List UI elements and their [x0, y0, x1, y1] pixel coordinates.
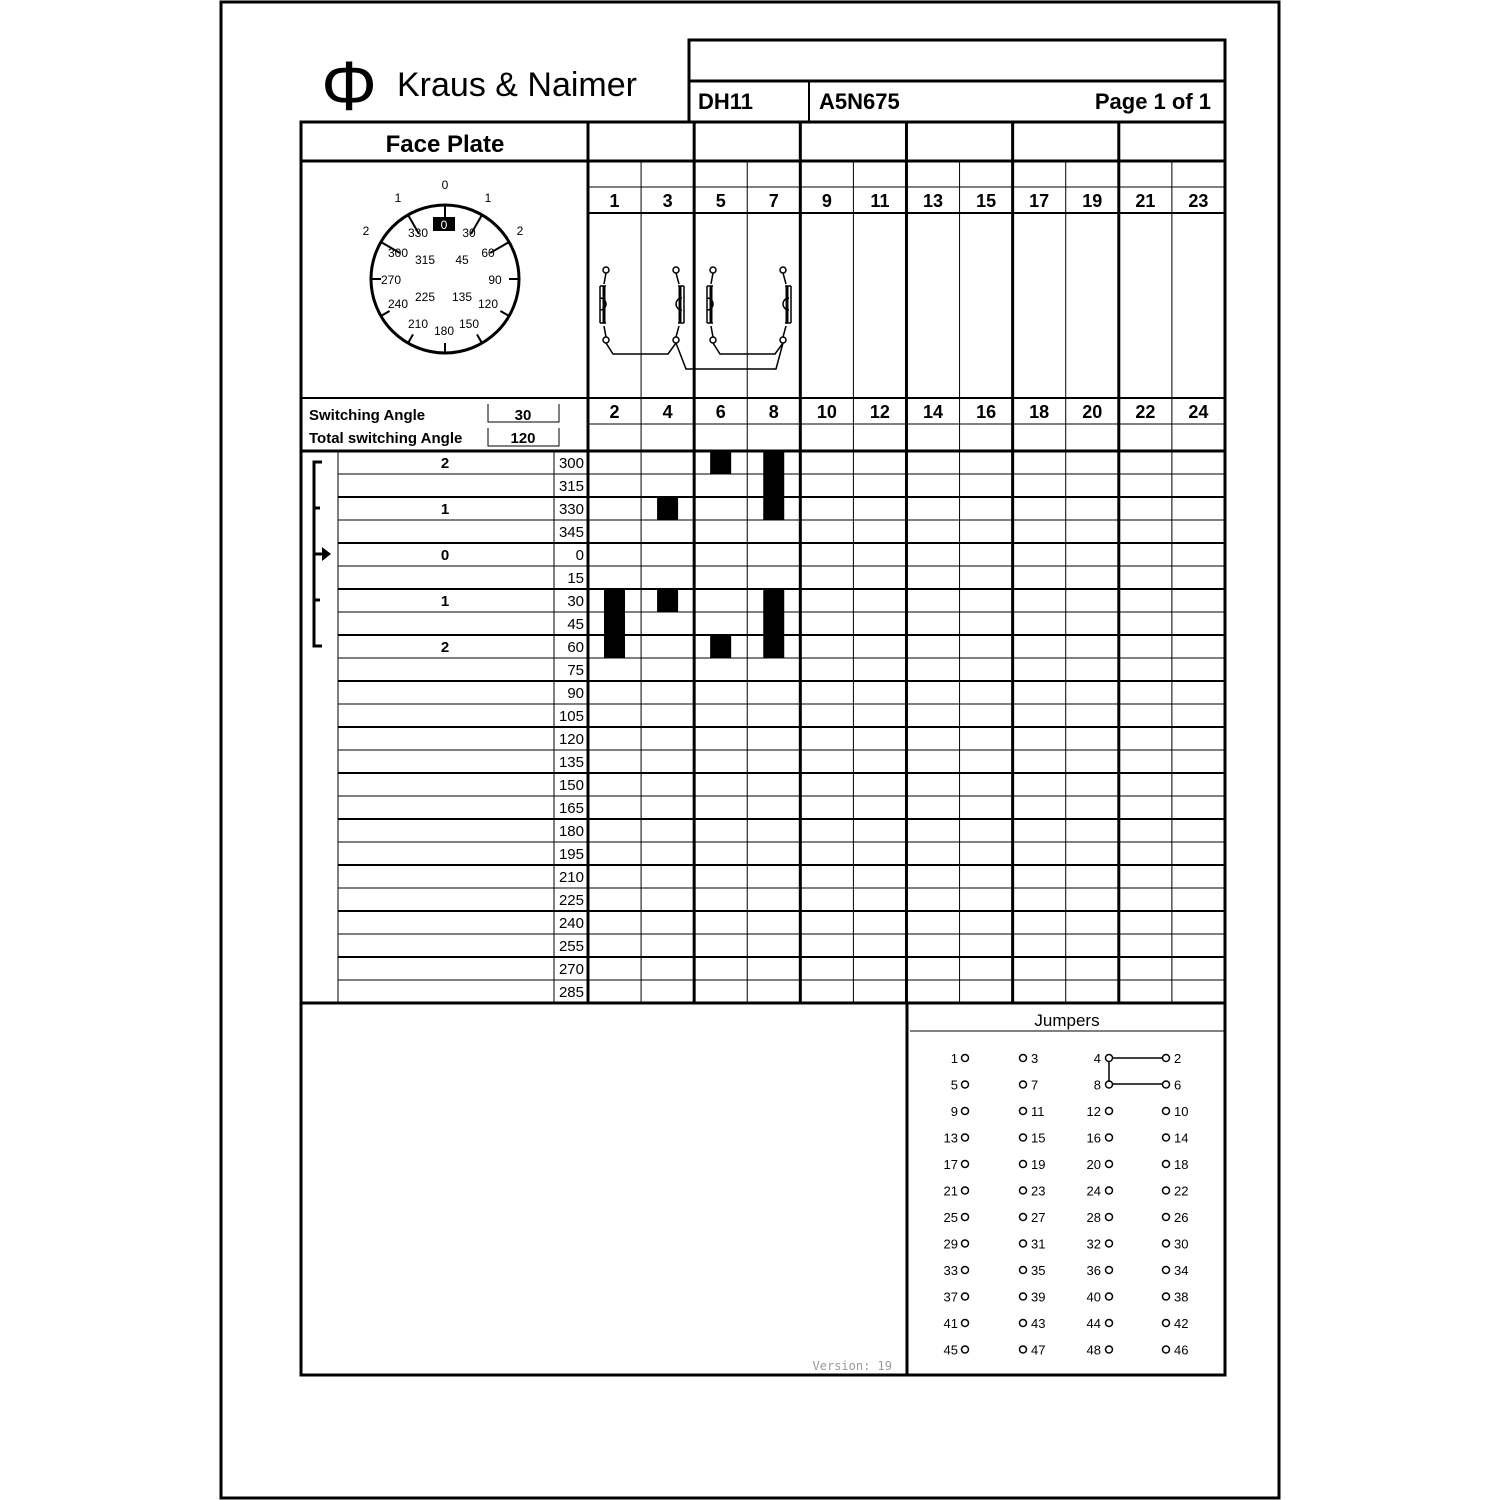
- position-angle: 270: [558, 961, 584, 978]
- jumper-terminal: [1163, 1081, 1170, 1088]
- series-code: DH11: [698, 89, 754, 114]
- jumper-terminal-label: 44: [1086, 1316, 1101, 1331]
- position-angle: 0: [575, 547, 584, 564]
- jumper-terminal-label: 26: [1174, 1210, 1189, 1225]
- jumper-terminal-label: 17: [943, 1157, 958, 1172]
- jumper-terminal: [962, 1108, 969, 1115]
- jumper-terminal-label: 22: [1174, 1183, 1189, 1199]
- dial-angle-90: 90: [488, 273, 502, 287]
- terminal-bottom-6: 6: [715, 402, 726, 422]
- jumper-terminal: [1163, 1267, 1170, 1274]
- position-label: 2: [440, 455, 450, 472]
- terminal-top-17: 17: [1029, 191, 1050, 211]
- jumper-terminal-label: 40: [1086, 1289, 1101, 1305]
- jumper-terminal: [962, 1161, 969, 1168]
- terminal-bottom-24: 24: [1188, 402, 1209, 422]
- jumper-terminal-label: 2: [1174, 1051, 1182, 1066]
- total-switching-angle-label: Total switching Angle: [309, 430, 463, 447]
- jumper-terminal-label: 3: [1031, 1051, 1039, 1066]
- terminal-top-9: 9: [821, 191, 832, 211]
- contact-closed-mark: [657, 589, 678, 612]
- position-angle: 165: [558, 800, 584, 817]
- jumper-terminal: [962, 1187, 969, 1194]
- jumper-terminal: [1020, 1320, 1027, 1327]
- jumper-terminal-label: 5: [950, 1077, 958, 1093]
- version-label: Version: 19: [812, 1359, 892, 1373]
- current-position-arrow-icon: [322, 547, 331, 561]
- jumper-terminal-label: 9: [950, 1104, 958, 1119]
- jumper-terminal-label: 48: [1086, 1342, 1101, 1358]
- dial-angle-60: 60: [481, 246, 495, 260]
- jumper-terminal: [1020, 1240, 1027, 1247]
- terminal-bottom-4: 4: [662, 402, 673, 422]
- jumper-terminal-label: 6: [1174, 1077, 1182, 1093]
- jumper-terminal-label: 36: [1086, 1263, 1101, 1278]
- jumper-terminal-label: 42: [1174, 1316, 1189, 1331]
- jumper-terminal-label: 45: [943, 1342, 958, 1358]
- terminal-bottom-10: 10: [816, 402, 837, 422]
- jumper-terminal: [1163, 1320, 1170, 1327]
- dial-angle-240: 240: [387, 297, 409, 311]
- jumper-terminal: [1106, 1240, 1113, 1247]
- brand-symbol: Φ: [321, 47, 377, 125]
- brand-name: Kraus & Naimer: [397, 66, 637, 104]
- position-angle: 30: [567, 593, 584, 610]
- position-angle: 345: [558, 524, 584, 541]
- jumper-terminal-label: 19: [1031, 1157, 1046, 1172]
- jumper-terminal: [1106, 1108, 1113, 1115]
- position-label: 2: [440, 639, 450, 656]
- dial-pos-0: 0: [441, 178, 449, 192]
- position-angle: 180: [558, 823, 584, 840]
- jumper-terminal-label: 34: [1174, 1263, 1189, 1278]
- position-angle: 15: [567, 570, 584, 587]
- switching-angle-value: 30: [514, 407, 532, 424]
- dial-pos-right-2: 2: [516, 224, 524, 238]
- jumper-terminal: [1106, 1055, 1113, 1062]
- jumper-terminal: [1020, 1267, 1027, 1274]
- dial-angle-270: 270: [380, 273, 402, 287]
- jumper-terminal: [1163, 1293, 1170, 1300]
- jumper-terminal: [962, 1214, 969, 1221]
- jumper-terminal-label: 32: [1086, 1236, 1101, 1252]
- terminal-bottom-16: 16: [976, 402, 997, 422]
- jumper-terminal: [1163, 1214, 1170, 1221]
- position-angle: 45: [567, 616, 584, 633]
- jumper-terminal: [1106, 1187, 1113, 1194]
- position-angle: 195: [558, 846, 584, 863]
- jumper-terminal: [962, 1055, 969, 1062]
- jumper-terminal: [1163, 1161, 1170, 1168]
- dial-pos-left-2: 2: [362, 224, 370, 238]
- jumper-terminal: [1163, 1108, 1170, 1115]
- terminal-top-13: 13: [923, 191, 944, 211]
- jumper-terminal-label: 39: [1031, 1289, 1046, 1305]
- jumper-terminal: [1020, 1134, 1027, 1141]
- dial-angle-210: 210: [407, 317, 429, 331]
- jumper-terminal: [962, 1267, 969, 1274]
- jumper-terminal: [1020, 1161, 1027, 1168]
- jumper-terminal-label: 31: [1031, 1236, 1046, 1252]
- dial-tick: [408, 334, 413, 343]
- jumper-terminal-label: 25: [943, 1210, 958, 1225]
- terminal-top-7: 7: [768, 191, 779, 211]
- jumper-terminal: [1020, 1214, 1027, 1221]
- jumper-terminal-label: 46: [1174, 1342, 1189, 1358]
- position-angle: 255: [558, 938, 584, 955]
- position-angle: 135: [558, 754, 584, 771]
- jumper-terminal: [1020, 1055, 1027, 1062]
- jumper-terminal-label: 29: [943, 1236, 958, 1252]
- position-angle: 210: [558, 869, 584, 886]
- dial-angle-135: 135: [451, 290, 473, 304]
- jumper-terminal: [1163, 1187, 1170, 1194]
- position-angle: 225: [558, 892, 584, 909]
- jumper-terminal: [962, 1081, 969, 1088]
- position-angle: 90: [567, 685, 584, 702]
- position-angle: 120: [558, 731, 584, 748]
- jumper-terminal-label: 8: [1093, 1077, 1101, 1093]
- dial-angle-315: 315: [414, 253, 436, 267]
- jumper-terminal-label: 1: [950, 1051, 958, 1066]
- dial-angle-180: 180: [433, 324, 455, 338]
- jumper-terminal: [1106, 1267, 1113, 1274]
- jumper-terminal-label: 13: [943, 1130, 958, 1146]
- terminal-bottom-2: 2: [609, 402, 620, 422]
- jumper-terminal-label: 24: [1086, 1183, 1101, 1199]
- jumper-terminal: [962, 1346, 969, 1353]
- position-angle: 330: [558, 501, 584, 518]
- terminal-bottom-18: 18: [1029, 402, 1050, 422]
- brand-logo: [321, 47, 637, 125]
- terminal-bottom-8: 8: [768, 402, 779, 422]
- contact-closed-mark: [763, 589, 784, 658]
- dial-angle-0: 0: [440, 218, 448, 232]
- position-angle: 300: [558, 455, 584, 472]
- jumper-terminal-label: 10: [1174, 1104, 1189, 1119]
- jumper-terminal: [1106, 1214, 1113, 1221]
- contact-closed-mark: [604, 589, 625, 658]
- jumper-terminal-label: 18: [1174, 1157, 1189, 1172]
- terminal-top-23: 23: [1188, 191, 1209, 211]
- jumper-terminal-label: 41: [943, 1316, 958, 1331]
- terminal-top-15: 15: [976, 191, 997, 211]
- jumper-terminal-label: 11: [1031, 1104, 1045, 1119]
- jumper-terminal: [1020, 1293, 1027, 1300]
- jumper-terminal: [1106, 1134, 1113, 1141]
- position-angle: 150: [558, 777, 584, 794]
- dial-pos-left-1: 1: [394, 191, 402, 205]
- jumper-terminal-label: 33: [943, 1263, 958, 1278]
- jumper-terminal-label: 43: [1031, 1316, 1046, 1331]
- face-plate-title: Face Plate: [385, 131, 505, 158]
- jumper-terminal-label: 21: [943, 1183, 958, 1199]
- jumper-terminal-label: 12: [1086, 1104, 1101, 1119]
- jumper-terminal-label: 35: [1031, 1263, 1046, 1278]
- jumper-terminal-label: 28: [1086, 1210, 1101, 1225]
- jumper-terminal-label: 27: [1031, 1210, 1046, 1225]
- position-angle: 105: [558, 708, 584, 725]
- jumper-terminal-label: 4: [1093, 1051, 1101, 1066]
- jumper-terminal-label: 7: [1031, 1077, 1039, 1093]
- jumper-terminal: [962, 1134, 969, 1141]
- position-label: 1: [440, 593, 450, 610]
- jumper-terminal: [1106, 1081, 1113, 1088]
- jumper-terminal-label: 30: [1174, 1236, 1189, 1252]
- jumpers-title: Jumpers: [1034, 1011, 1100, 1030]
- jumper-terminal: [1106, 1293, 1113, 1300]
- position-angle: 75: [567, 662, 584, 679]
- face-plate-dial: [363, 178, 524, 353]
- part-number: A5N675: [819, 89, 900, 114]
- switching-angle-label: Switching Angle: [309, 407, 426, 424]
- terminal-bottom-22: 22: [1135, 402, 1156, 422]
- terminal-top-5: 5: [715, 191, 726, 211]
- terminal-bottom-12: 12: [869, 402, 890, 422]
- jumper-terminal-label: 38: [1174, 1289, 1189, 1305]
- dial-pos-right-1: 1: [484, 191, 492, 205]
- position-angle: 60: [567, 639, 584, 656]
- contact-closed-mark: [710, 635, 731, 658]
- jumper-terminal-label: 47: [1031, 1342, 1046, 1358]
- jumper-terminal: [962, 1240, 969, 1247]
- position-angle: 285: [558, 984, 584, 1001]
- jumper-terminal: [1106, 1320, 1113, 1327]
- dial-angle-330: 330: [407, 226, 429, 240]
- jumper-terminal: [1163, 1240, 1170, 1247]
- terminal-bottom-14: 14: [923, 402, 944, 422]
- jumper-terminal: [1020, 1187, 1027, 1194]
- dial-angle-150: 150: [458, 317, 480, 331]
- jumper-terminal: [1020, 1108, 1027, 1115]
- terminal-top-3: 3: [662, 191, 673, 211]
- jumper-terminal-label: 16: [1086, 1130, 1101, 1146]
- jumper-grid: [944, 1051, 1189, 1358]
- dial-tick: [381, 311, 390, 316]
- jumper-terminal: [1020, 1346, 1027, 1353]
- dial-angle-225: 225: [414, 290, 436, 304]
- contact-closed-mark: [763, 451, 784, 520]
- jumper-terminal: [1163, 1055, 1170, 1062]
- dial-angle-300: 300: [387, 246, 409, 260]
- jumper-terminal: [1106, 1161, 1113, 1168]
- contact-closed-mark: [657, 497, 678, 520]
- position-angle: 240: [558, 915, 584, 932]
- jumper-terminal: [1163, 1134, 1170, 1141]
- contact-closed-mark: [710, 451, 731, 474]
- jumper-terminal: [962, 1293, 969, 1300]
- dial-angle-30: 30: [462, 226, 476, 240]
- jumper-terminal-label: 15: [1031, 1130, 1046, 1146]
- jumper-terminal: [1163, 1346, 1170, 1353]
- terminal-top-1: 1: [609, 191, 620, 211]
- dial-tick: [500, 311, 509, 316]
- jumper-terminal: [1020, 1081, 1027, 1088]
- jumper-terminal: [962, 1320, 969, 1327]
- dial-angle-45: 45: [455, 253, 469, 267]
- jumper-links: [1109, 1058, 1162, 1084]
- position-label: 0: [440, 547, 450, 564]
- jumper-terminal-label: 23: [1031, 1183, 1046, 1199]
- position-label: 1: [440, 501, 450, 518]
- terminal-top-19: 19: [1082, 191, 1103, 211]
- position-angle: 315: [558, 478, 584, 495]
- jumper-terminal: [1106, 1346, 1113, 1353]
- jumper-terminal-label: 37: [943, 1289, 958, 1305]
- terminal-top-11: 11: [870, 191, 890, 211]
- jumper-terminal-label: 20: [1086, 1157, 1101, 1172]
- total-switching-angle-value: 120: [510, 430, 536, 447]
- contact-grid: [338, 122, 1225, 1003]
- dial-tick: [477, 334, 482, 343]
- terminal-bottom-20: 20: [1082, 402, 1103, 422]
- dial-angle-120: 120: [477, 297, 499, 311]
- page-indicator: Page 1 of 1: [1094, 89, 1211, 114]
- jumper-terminal-label: 14: [1174, 1130, 1189, 1146]
- terminal-top-21: 21: [1135, 191, 1156, 211]
